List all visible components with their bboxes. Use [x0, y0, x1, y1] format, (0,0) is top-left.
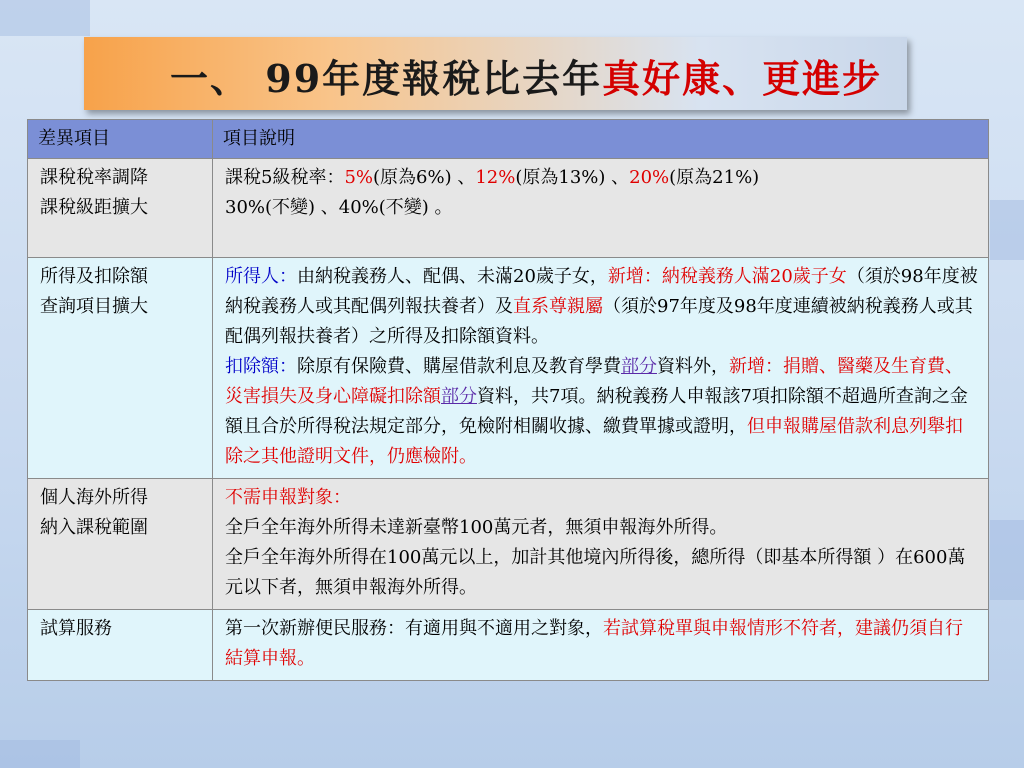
row-description — [213, 610, 989, 681]
comparison-table — [27, 119, 989, 681]
background-square — [0, 740, 80, 768]
table-row — [28, 610, 989, 681]
row-label: 所得及扣除額 查詢項目擴大 — [28, 258, 213, 479]
row-label: 個人海外所得 納入課稅範圍 — [28, 479, 213, 610]
background-square — [990, 520, 1024, 600]
header-item: 差異項目 — [28, 120, 213, 159]
trial-calc-paragraph: 第一次新辦便民服務：有適用與不適用之對象，若試算稅單與申報情形不符者，建議仍須自行結算申報。 — [225, 618, 963, 669]
row-description — [213, 258, 989, 479]
slide-title — [170, 48, 883, 101]
overseas-line: 全戶全年海外所得在100萬元以上，加計其他境內所得後，總所得（即基本所得額 ）在600萬元以下者，無須申報海外所得。 — [225, 547, 966, 598]
row-description — [213, 159, 989, 258]
rate-line-2: 30%(不變) 、40%(不變) 。 — [225, 197, 453, 218]
row-label: 課稅稅率調降 課稅級距擴大 — [28, 159, 213, 258]
title-main: 99年度報稅比去年 — [265, 56, 603, 101]
deduction-paragraph: 扣除額：除原有保險費、購屋借款利息及教育學費部分資料外，新增：捐贈、醫藥及生育費、災害損失及身心障礙扣除額部分資料，共7項。納稅義務人申報該7項扣除額不超過所查詢之金額且合於所得稅法規定部分，免檢附相關收據、繳費單據或證明，但申報購屋借款利息列舉扣除之其他證明文件，仍應檢附。 — [225, 356, 968, 467]
table-row — [28, 479, 989, 610]
title-number: 一、 — [170, 56, 251, 101]
income-paragraph: 所得人：由納稅義務人、配偶、未滿20歲子女，新增：納稅義務人滿20歲子女（須於98年度被納稅義務人或其配偶列報扶養者）及直系尊親屬（須於97年度及98年度連續被納稅義務人或其配偶列報扶養者）之所得及扣除額資料。 — [225, 266, 978, 347]
overseas-line: 全戶全年海外所得未達新臺幣100萬元者，無須申報海外所得。 — [225, 517, 728, 538]
row-description — [213, 479, 989, 610]
table-row — [28, 159, 989, 258]
row-label: 試算服務 — [28, 610, 213, 681]
rate-line: 課稅5級稅率：5%(原為6%) 、12%(原為13%) 、20%(原為21%) — [225, 167, 760, 188]
overseas-heading: 不需申報對象： — [225, 487, 351, 508]
table-header-row — [28, 120, 989, 159]
title-highlight: 真好康、更進步 — [602, 56, 883, 101]
table-row — [28, 258, 989, 479]
header-description: 項目說明 — [213, 120, 989, 159]
background-square — [0, 0, 90, 36]
background-square — [990, 200, 1024, 260]
